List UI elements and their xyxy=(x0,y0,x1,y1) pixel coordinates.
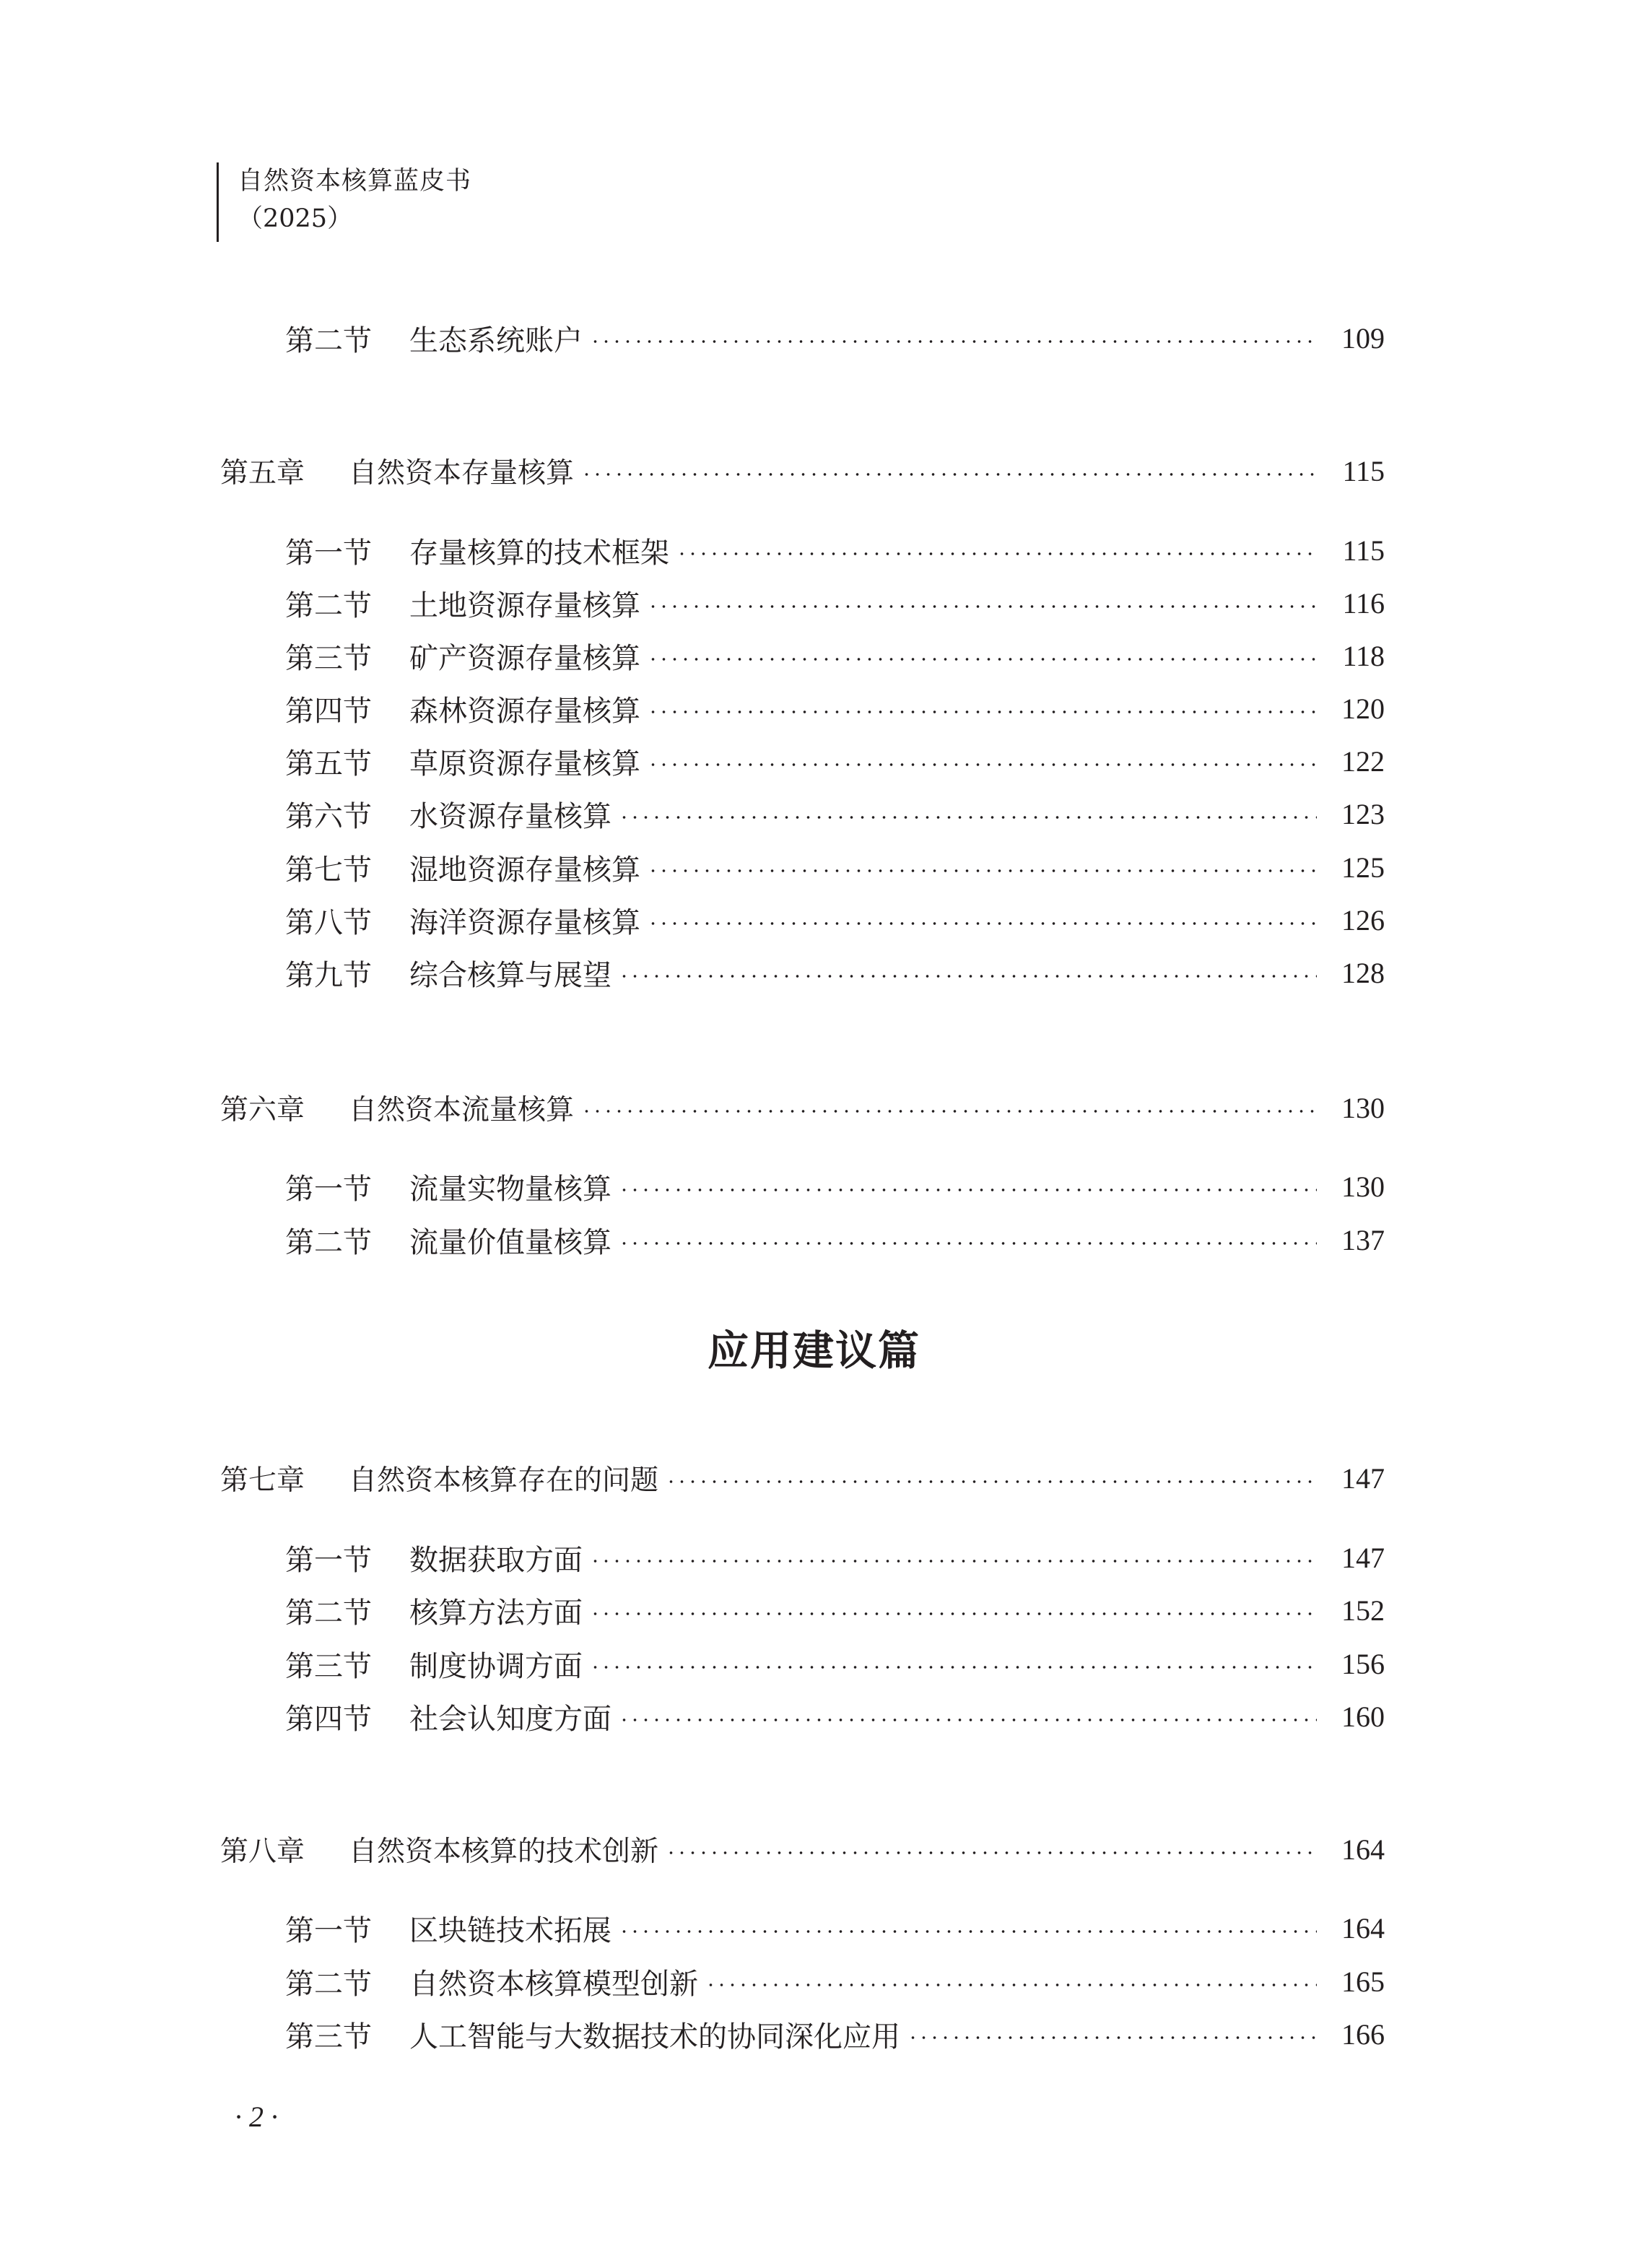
toc-section-row xyxy=(0,1536,1385,1579)
section-number: 第一节 xyxy=(285,1913,372,1947)
section-title: 社会认知度方面 xyxy=(409,1702,611,1736)
toc-section-row xyxy=(0,1906,1385,1950)
chapter-title: 自然资本核算存在的问题 xyxy=(349,1464,659,1497)
page-number: 109 xyxy=(1341,321,1385,355)
section-title: 湿地资源存量核算 xyxy=(409,853,640,887)
section-number: 第二节 xyxy=(285,1225,372,1259)
dot-leader xyxy=(590,1560,1317,1563)
chapter-number: 第七章 xyxy=(220,1464,305,1497)
toc-chapter-row xyxy=(0,1828,1385,1871)
dot-leader xyxy=(648,869,1317,872)
section-number: 第四节 xyxy=(285,694,372,728)
section-title: 区块链技术拓展 xyxy=(409,1913,611,1947)
dot-leader xyxy=(676,552,1317,555)
dot-leader xyxy=(619,1719,1317,1721)
toc-section-row xyxy=(0,2012,1385,2056)
section-title: 自然资本核算模型创新 xyxy=(409,1967,698,2001)
page-number: 130 xyxy=(1341,1170,1385,1203)
section-number: 第八节 xyxy=(285,905,372,939)
section-title: 土地资源存量核算 xyxy=(409,588,640,622)
toc-chapter-row xyxy=(0,1086,1385,1129)
page-number: 164 xyxy=(1341,1833,1385,1866)
dot-leader xyxy=(907,2036,1317,2039)
section-number: 第一节 xyxy=(285,1172,372,1206)
section-title: 核算方法方面 xyxy=(409,1596,583,1630)
section-number: 第一节 xyxy=(285,536,372,570)
chapter-title: 自然资本核算的技术创新 xyxy=(349,1835,659,1868)
page-number: 160 xyxy=(1341,1700,1385,1733)
book-title: 自然资本核算蓝皮书 xyxy=(238,167,472,196)
section-number: 第四节 xyxy=(285,1702,372,1736)
dot-leader xyxy=(590,1612,1317,1615)
page-number: 115 xyxy=(1342,534,1385,567)
section-number: 第五节 xyxy=(285,747,372,781)
dot-leader xyxy=(619,1189,1317,1191)
section-number: 第七节 xyxy=(285,853,372,887)
page-number: 126 xyxy=(1341,903,1385,937)
toc-chapter-row xyxy=(0,449,1385,492)
page-number: 115 xyxy=(1342,454,1385,487)
toc-section-row xyxy=(0,529,1385,572)
edition-year: （2025） xyxy=(238,204,353,233)
dot-leader xyxy=(619,1242,1317,1245)
dot-leader xyxy=(648,763,1317,766)
section-title: 数据获取方面 xyxy=(409,1543,583,1577)
toc-section-row xyxy=(0,792,1385,835)
toc-section-row xyxy=(0,951,1385,994)
section-title: 草原资源存量核算 xyxy=(409,747,640,781)
chapter-number: 第五章 xyxy=(220,457,305,490)
dot-leader xyxy=(666,1851,1317,1854)
dot-leader xyxy=(581,1110,1317,1113)
section-number: 第一节 xyxy=(285,1543,372,1577)
toc-section-row xyxy=(0,1589,1385,1632)
section-number: 第三节 xyxy=(285,2020,372,2054)
dot-leader xyxy=(666,1480,1317,1483)
dot-leader xyxy=(648,711,1317,713)
section-title: 流量价值量核算 xyxy=(409,1225,611,1259)
toc-section-row xyxy=(0,846,1385,889)
section-title: 存量核算的技术框架 xyxy=(409,536,669,570)
dot-leader xyxy=(648,605,1317,608)
dot-leader xyxy=(648,922,1317,925)
toc-section-row xyxy=(0,1642,1385,1685)
page-number: 165 xyxy=(1341,1965,1385,1998)
toc-section-row xyxy=(0,898,1385,942)
section-title: 森林资源存量核算 xyxy=(409,694,640,728)
section-title: 矿产资源存量核算 xyxy=(409,641,640,675)
page-number: 152 xyxy=(1341,1594,1385,1627)
dot-leader xyxy=(648,658,1317,661)
section-number: 第二节 xyxy=(285,1596,372,1630)
dot-leader xyxy=(619,1930,1317,1933)
dot-leader xyxy=(705,1984,1317,1986)
page-number: 125 xyxy=(1341,851,1385,884)
dot-leader xyxy=(581,473,1317,476)
page-number: 147 xyxy=(1341,1461,1385,1495)
page-number: 120 xyxy=(1341,692,1385,725)
page-folio: · 2 · xyxy=(235,2100,278,2133)
section-title: 综合核算与展望 xyxy=(409,958,611,992)
section-number: 第二节 xyxy=(285,323,372,357)
toc-section-row xyxy=(0,1960,1385,2003)
toc-section-row xyxy=(0,1165,1385,1208)
dot-leader xyxy=(590,1666,1317,1669)
toc-section-row xyxy=(0,1695,1385,1738)
section-number: 第二节 xyxy=(285,588,372,622)
page-number: 116 xyxy=(1342,586,1385,620)
toc-section-row xyxy=(0,739,1385,783)
section-number: 第三节 xyxy=(285,641,372,675)
section-title: 人工智能与大数据技术的协同深化应用 xyxy=(409,2020,900,2054)
chapter-title: 自然资本流量核算 xyxy=(349,1094,575,1126)
section-title: 生态系统账户 xyxy=(409,323,583,357)
dot-leader xyxy=(619,816,1317,819)
dot-leader xyxy=(619,975,1317,978)
section-title: 海洋资源存量核算 xyxy=(409,905,640,939)
toc-section-row xyxy=(0,1218,1385,1261)
part-title: 应用建议篇 xyxy=(708,1326,920,1375)
toc-section-row xyxy=(0,687,1385,730)
toc-section-row xyxy=(0,316,1385,360)
section-number: 第三节 xyxy=(285,1649,372,1683)
running-head xyxy=(217,162,471,242)
page-number: 164 xyxy=(1341,1911,1385,1945)
section-number: 第九节 xyxy=(285,958,372,992)
page-number: 166 xyxy=(1341,2017,1385,2051)
toc-chapter-row xyxy=(0,1456,1385,1500)
page-number: 137 xyxy=(1341,1223,1385,1256)
section-title: 水资源存量核算 xyxy=(409,799,611,833)
page-number: 123 xyxy=(1341,797,1385,830)
toc-section-row xyxy=(0,634,1385,677)
page-number: 130 xyxy=(1341,1091,1385,1124)
chapter-number: 第八章 xyxy=(220,1835,305,1868)
chapter-number: 第六章 xyxy=(220,1094,305,1126)
page-number: 118 xyxy=(1342,639,1385,672)
section-number: 第六节 xyxy=(285,799,372,833)
section-title: 制度协调方面 xyxy=(409,1649,583,1683)
page-number: 147 xyxy=(1341,1541,1385,1574)
dot-leader xyxy=(590,340,1317,343)
page-number: 156 xyxy=(1341,1647,1385,1680)
section-number: 第二节 xyxy=(285,1967,372,2001)
page-number: 122 xyxy=(1341,744,1385,778)
toc-section-row xyxy=(0,581,1385,625)
section-title: 流量实物量核算 xyxy=(409,1172,611,1206)
page-number: 128 xyxy=(1341,956,1385,989)
chapter-title: 自然资本存量核算 xyxy=(349,457,575,490)
